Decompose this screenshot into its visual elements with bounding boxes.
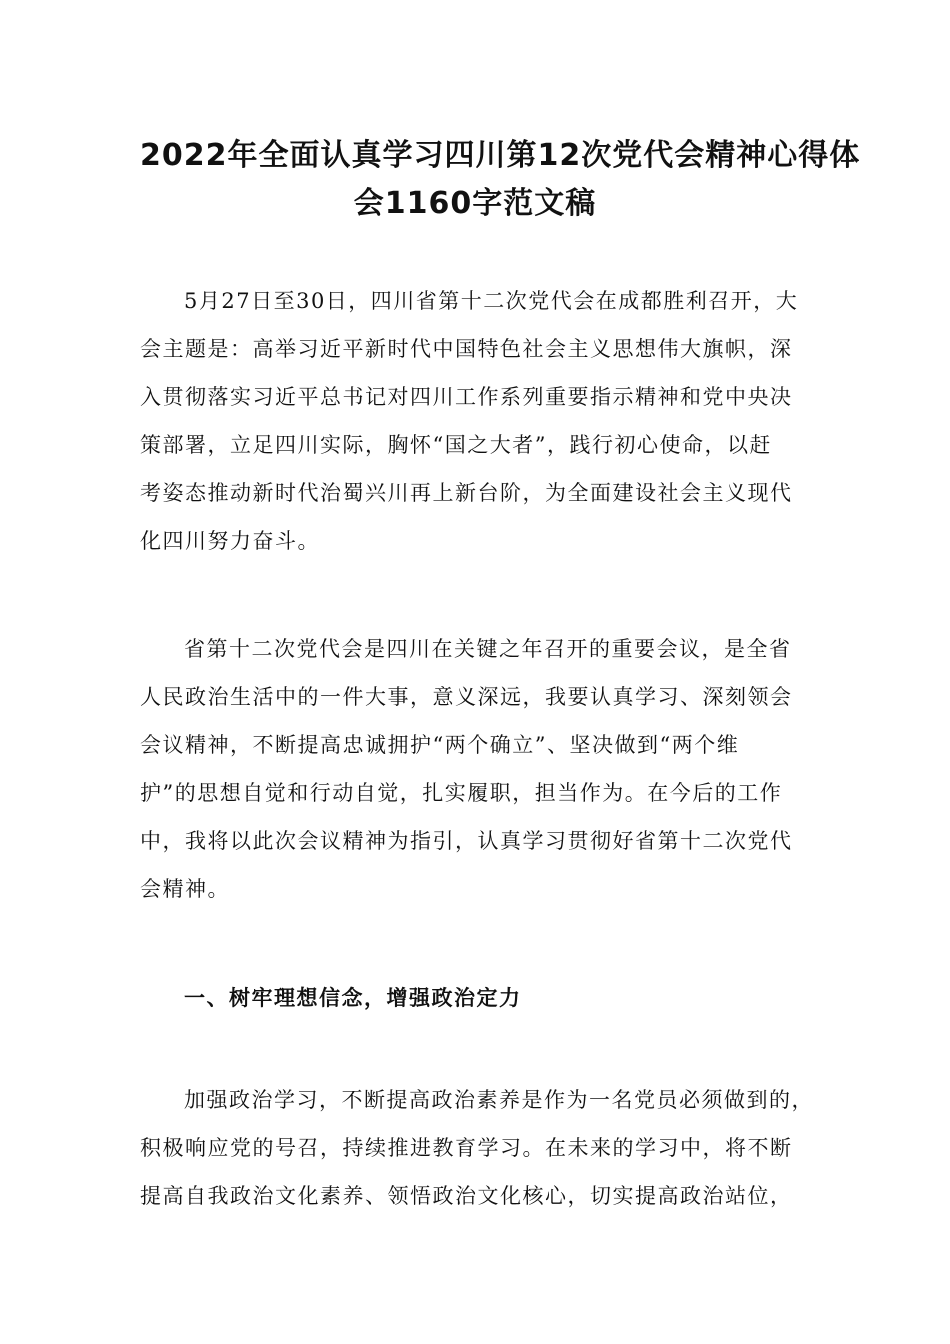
paragraph-line: 5月27日至30日，四川省第十二次党代会在成都胜利召开，大 — [184, 289, 799, 313]
document-title-line-1: 2022年全面认真学习四川第12次党代会精神心得体 — [140, 138, 861, 173]
paragraph-line: 积极响应党的号召，持续推进教育学习。在未来的学习中，将不断 — [140, 1136, 793, 1160]
paragraph-1 — [140, 277, 810, 565]
paragraph-line: 策部署，立足四川实际，胸怀“国之大者”，践行初心使命，以赶 — [140, 433, 772, 457]
paragraph-line: 化四川努力奋斗。 — [140, 529, 320, 553]
paragraph-2 — [140, 625, 810, 913]
paragraph-line: 人民政治生活中的一件大事，意义深远，我要认真学习、深刻领会 — [140, 685, 793, 709]
paragraph-line: 加强政治学习，不断提高政治素养是作为一名党员必须做到的， — [184, 1088, 814, 1112]
paragraph-line: 会议精神，不断提高忠诚拥护“两个确立”、坚决做到“两个维 — [140, 733, 740, 757]
paragraph-line: 会精神。 — [140, 877, 230, 901]
section-heading-1: 一、树牢理想信念，增强政治定力 — [184, 986, 522, 1010]
paragraph-line: 中，我将以此次会议精神为指引，认真学习贯彻好省第十二次党代 — [140, 829, 793, 853]
paragraph-3 — [140, 1076, 814, 1220]
paragraph-line: 省第十二次党代会是四川在关键之年召开的重要会议，是全省 — [184, 637, 792, 661]
paragraph-line: 提高自我政治文化素养、领悟政治文化核心，切实提高政治站位， — [140, 1184, 793, 1208]
paragraph-line: 会主题是：高举习近平新时代中国特色社会主义思想伟大旗帜，深 — [140, 337, 793, 361]
paragraph-line: 入贯彻落实习近平总书记对四川工作系列重要指示精神和党中央决 — [140, 385, 793, 409]
paragraph-line: 考姿态推动新时代治蜀兴川再上新台阶，为全面建设社会主义现代 — [140, 481, 793, 505]
paragraph-line: 护”的思想自觉和行动自觉，扎实履职，担当作为。在今后的工作 — [140, 781, 783, 805]
document-title-line-2: 会1160字范文稿 — [353, 186, 597, 221]
